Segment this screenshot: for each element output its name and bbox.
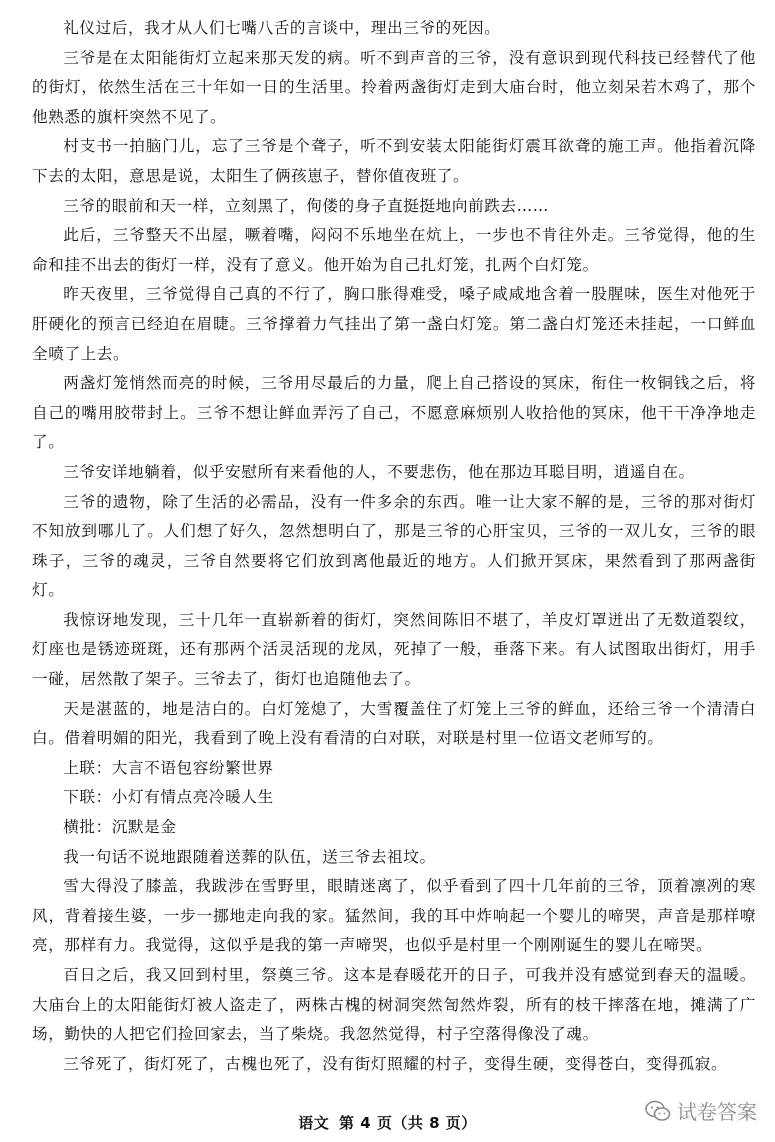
footer-subject: 语文: [298, 1114, 330, 1132]
paragraph: 礼仪过后，我才从人们七嘴八舌的言谈中，理出三爷的死因。: [63, 19, 501, 37]
watermark-text: 试卷答案: [677, 1100, 757, 1124]
watermark: [645, 1096, 757, 1125]
passage: [32, 14, 756, 1079]
paragraph: 两盏灯笼悄然而亮的时候，三爷用尽最后的力量，爬上自己搭设的冥床，衔住一枚铜钱之后，将自己的嘴用胶带封上。三爷不想让鲜血弄污了自己，不愿意麻烦别人收拾他的冥床，他干干净净地走了。: [32, 374, 756, 452]
paragraph: 百日之后，我又回到村里，祭奠三爷。这本是春暖花开的日子，可我并没有感觉到春天的温暖。大庙台上的太阳能街灯被人盗走了，两株古槐的树洞突然訇然炸裂，所有的枝干摔落在地，摊满了广场，勤快的人把它们捡回家去，当了柴烧。我忽然觉得，村子空落得像没了魂。: [32, 966, 756, 1044]
paragraph: 村支书一拍脑门儿，忘了三爷是个聋子，听不到安装太阳能街灯震耳欲聋的施工声。他指着沉降下去的太阳，意思是说，太阳生了俩孩崽子，替你值夜班了。: [32, 137, 756, 185]
footer-page-number: 第 4 页（共 8 页）: [338, 1114, 477, 1132]
paragraph: 昨天夜里，三爷觉得自己真的不行了，胸口胀得难受，嗓子咸咸地含着一股腥味，医生对他死于肝硬化的预言已经迫在眉睫。三爷撑着力气挂出了第一盏白灯笼。第二盏白灯笼还未挂起，一口鲜血全喷了上去。: [32, 285, 756, 363]
paragraph: 此后，三爷整天不出屋，噘着嘴，闷闷不乐地坐在炕上，一步也不肯往外走。三爷觉得，他的生命和挂不出去的街灯一样，没有了意义。他开始为自己扎灯笼，扎两个白灯笼。: [32, 226, 756, 274]
wechat-icon: [645, 1100, 671, 1122]
couplet-horizontal: 横批：沉默是金: [63, 818, 177, 837]
paragraph: 雪大得没了膝盖，我跋涉在雪野里，眼睛迷离了，似乎看到了四十几年前的三爷，顶着凛冽的寒风，背着接生婆，一步一挪地走向我的家。猛然间，我的耳中炸响起一个婴儿的啼哭，声音是那样嘹亮，那样有力。我觉得，这似乎是我的第一声啼哭，也似乎是村里一个刚刚诞生的婴儿在啼哭。: [32, 877, 756, 955]
paragraph: 三爷的眼前和天一样，立刻黑了，佝偻的身子直挺挺地向前跌去……: [63, 196, 550, 215]
couplet-lower: 下联：小灯有情点亮冷暖人生: [63, 788, 274, 807]
paragraph: 我一句话不说地跟随着送葬的队伍，送三爷去祖坟。: [63, 847, 436, 866]
paragraph: 我惊讶地发现，三十几年一直崭新着的街灯，突然间陈旧不堪了，羊皮灯罩迸出了无数道裂纹，灯座也是锈迹斑斑，还有那两个活灵活现的龙凤，死掉了一般，垂落下来。有人试图取出街灯，用手一碰，居然散了架子。三爷去了，街灯也追随他去了。: [32, 610, 756, 689]
couplet-upper: 上联：大言不语包容纷繁世界: [63, 758, 274, 777]
paragraph: 三爷安详地躺着，似乎安慰所有来看他的人，不要悲伤，他在那边耳聪目明，逍遥自在。: [63, 462, 695, 481]
paragraph: 三爷的遗物，除了生活的必需品，没有一件多余的东西。唯一让大家不解的是，三爷的那对街灯不知放到哪儿了。人们想了好久，忽然想明白了，那是三爷的心肝宝贝，三爷的一双儿女，三爷的眼珠子，三爷的魂灵，三爷自然要将它们放到离他最近的地方。人们掀开冥床，果然看到了那两盏街灯。: [32, 492, 756, 600]
paragraph: 三爷死了，街灯死了，古槐也死了，没有街灯照耀的村子，变得生硬，变得苍白，变得孤寂。: [63, 1054, 728, 1073]
paragraph: 三爷是在太阳能街灯立起来那天发的病。听不到声音的三爷，没有意识到现代科技已经替代了他的街灯，依然生活在三十年如一日的生活里。拎着两盏街灯走到大庙台时，他立刻呆若木鸡了，那个他熟悉的旗杆突然不见了。: [32, 48, 756, 126]
paragraph: 天是湛蓝的，地是洁白的。白灯笼熄了，大雪覆盖住了灯笼上三爷的鲜血，还给三爷一个清清白白。借着明媚的阳光，我看到了晚上没有看清的白对联，对联是村里一位语文老师写的。: [32, 699, 756, 748]
